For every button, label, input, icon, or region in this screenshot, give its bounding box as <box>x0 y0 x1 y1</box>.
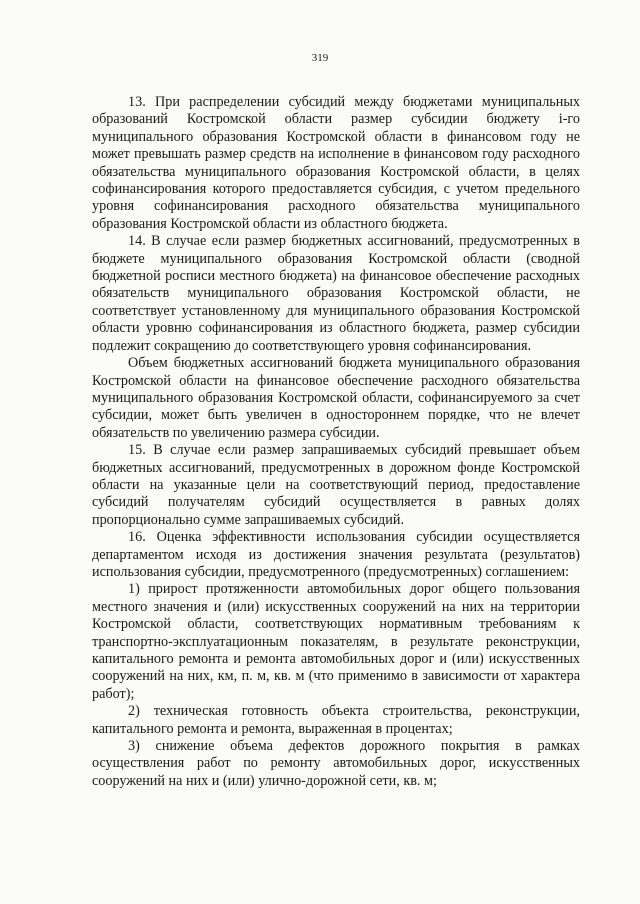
document-body <box>92 94 580 790</box>
paragraph-13: 13. При распределении субсидий между бюджетами муниципальных образований Костромской области размер субсидии бюджету i-го муниципального образования Костромской области в финансовом году не может превышать размер средств на исполнение в финансовом году расходного обязательства муниципального образования Костромской области, в целях софинансирования которого предоставляется субсидия, с учетом предельного уровня софинансирования расходного обязательства муниципального образования Костромской области из областного бюджета. <box>92 94 580 232</box>
paragraph-14: 14. В случае если размер бюджетных ассигнований, предусмотренных в бюджете муниципального образования Костромской области (сводной бюджетной росписи местного бюджета) на финансовое обеспечение расходных обязательств муниципального образования Костромской области, не соответствует установленному для муниципального образования Костромской области уровню софинансирования из областного бюджета, размер субсидии подлежит сокращению до соответствующего уровня софинансирования. <box>92 233 580 354</box>
paragraph-16-item-3: 3) снижение объема дефектов дорожного покрытия в рамках осуществления работ по ремонту автомобильных дорог, искусственных сооружений на них и (или) улично-дорожной сети, кв. м; <box>92 738 580 789</box>
page-number: 319 <box>311 52 329 64</box>
paragraph-15: 15. В случае если размер запрашиваемых субсидий превышает объем бюджетных ассигнований, предусмотренных в дорожном фонде Костромской области на указанные цели на соответствующий период, предоставление субсидий получателям субсидий осуществляется в равных долях пропорционально сумме запрашиваемых субсидий. <box>92 442 580 528</box>
paragraph-14-volume: Объем бюджетных ассигнований бюджета муниципального образования Костромской области на финансовое обеспечение расходного обязательства муниципального образования Костромской области, софинансируемого за счет субсидии, может быть увеличен в одностороннем порядке, что не влечет обязательств по увеличению размера субсидии. <box>92 355 580 441</box>
paragraph-16: 16. Оценка эффективности использования субсидии осуществляется департаментом исходя из достижения значения результата (результатов) использования субсидии, предусмотренного (предусмотренных) соглашением: <box>92 529 580 580</box>
paragraph-16-item-2: 2) техническая готовность объекта строительства, реконструкции, капитального ремонта и ремонта, выраженная в процентах; <box>92 703 580 737</box>
paragraph-16-item-1: 1) прирост протяженности автомобильных дорог общего пользования местного значения и (или) искусственных сооружений на них на территории Костромской области, соответствующих нормативным требованиям к транспортно-эксплуатационным показателям, в результате реконструкции, капитального ремонта и ремонта автомобильных дорог и (или) искусственных сооружений на них, км, п. м, кв. м (что применимо в зависимости от характера работ); <box>92 581 580 702</box>
